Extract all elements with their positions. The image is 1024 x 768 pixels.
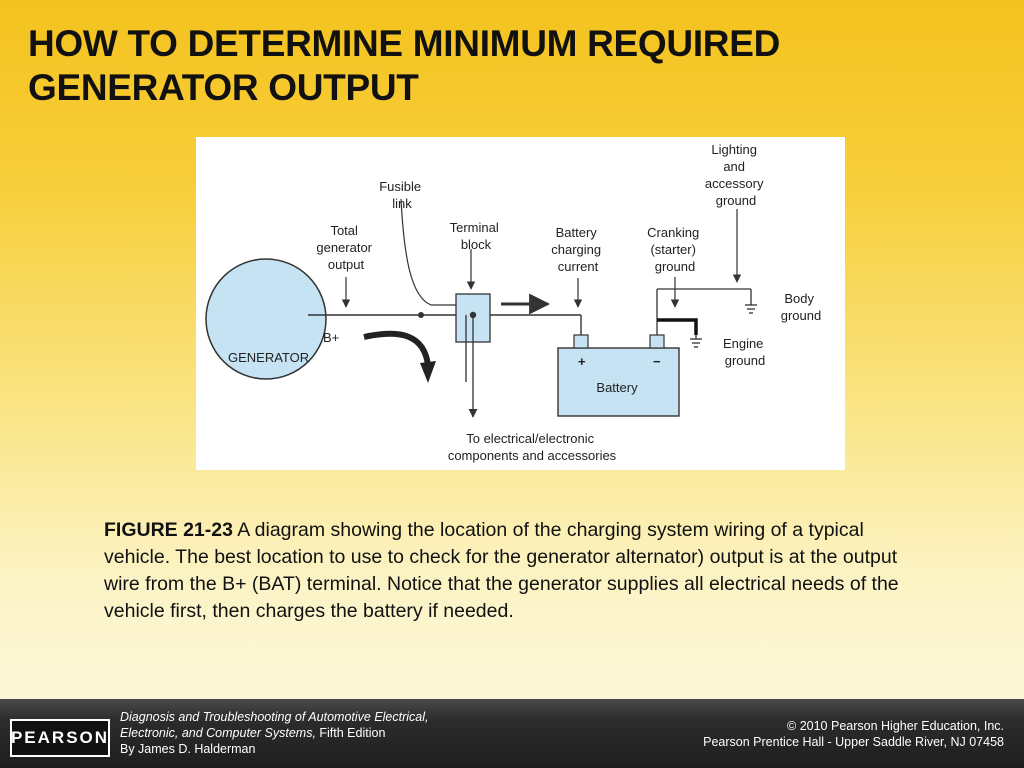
lighting-ground-line-3: accessory — [704, 176, 764, 191]
junction-dot-1 — [418, 312, 424, 318]
charging-current-line-1: Battery — [555, 225, 597, 240]
diagram-svg — [196, 137, 845, 470]
charging-current-label — [551, 225, 605, 274]
book-title-line-2: Electronic, and Computer Systems, — [120, 726, 316, 740]
engine-ground-label — [723, 336, 767, 368]
total-output-label — [316, 223, 375, 272]
total-output-line-2: generator — [316, 240, 373, 255]
lighting-ground-line-2: and — [723, 159, 746, 174]
book-author: By James D. Halderman — [120, 742, 256, 756]
body-ground-label — [781, 291, 821, 323]
slide-title-line-1: HOW TO DETERMINE MINIMUM REQUIRED — [28, 23, 781, 64]
caption-text: A diagram showing the location of the charging system wiring of a typical vehicle. The best location to use to check for the generator alternator) output is at the output wire from the B+ (BAT) terminal. Notice that the generator supplies all electrical needs of the vehicle first, then charges the battery if needed. — [104, 519, 899, 622]
fusible-link-line-2: link — [392, 196, 412, 211]
publisher-line: Pearson Prentice Hall - Upper Saddle River, NJ 07458 — [703, 735, 1004, 749]
generator-bplus-label: B+ — [323, 330, 340, 345]
cranking-ground-line-2: (starter) — [650, 242, 696, 257]
slide-title — [28, 22, 988, 110]
figure-caption — [104, 517, 934, 625]
engine-ground-line-2: ground — [724, 353, 766, 368]
lighting-ground-line-4: ground — [715, 193, 757, 208]
fusible-link-line-1: Fusible — [379, 179, 422, 194]
components-line-2: components and accessories — [447, 448, 617, 463]
battery-minus-sign: − — [653, 354, 661, 369]
book-title-line-1: Diagnosis and Troubleshooting of Automotive Electrical, — [120, 710, 429, 724]
battery-positive-terminal — [574, 335, 588, 348]
charging-system-diagram — [196, 137, 845, 470]
slide-title-line-2: GENERATOR OUTPUT — [28, 67, 419, 108]
generator-flow-arrowhead — [420, 361, 436, 383]
charging-current-line-3: current — [557, 259, 599, 274]
generator-flow-arrow — [364, 334, 428, 365]
copyright-line: © 2010 Pearson Higher Education, Inc. — [787, 719, 1004, 733]
pearson-logo-text: PEARSON — [12, 721, 108, 755]
lighting-ground-line-1: Lighting — [711, 142, 757, 157]
body-ground-line-1: Body — [784, 291, 815, 306]
book-edition: Fifth Edition — [315, 726, 386, 740]
total-output-line-1: Total — [330, 223, 358, 238]
total-output-line-3: output — [327, 257, 365, 272]
cranking-ground-label — [647, 225, 703, 274]
generator-label: GENERATOR — [228, 350, 310, 365]
fusible-link-label — [379, 179, 425, 211]
terminal-block-line-2: block — [460, 237, 492, 252]
battery-plus-sign: + — [578, 354, 586, 369]
engine-ground-cable — [657, 320, 696, 335]
lighting-ground-label — [705, 142, 767, 208]
fusible-link-wire — [401, 199, 458, 315]
figure-number: FIGURE 21-23 — [104, 519, 233, 541]
battery-label: Battery — [596, 380, 638, 395]
pearson-logo — [10, 719, 110, 757]
cranking-ground-line-1: Cranking — [647, 225, 700, 240]
copyright-block — [703, 718, 1004, 750]
footer-bar — [0, 699, 1024, 768]
components-line-1: To electrical/electronic — [466, 431, 595, 446]
components-label — [448, 431, 617, 463]
terminal-block-label — [450, 220, 503, 252]
terminal-block-line-1: Terminal — [449, 220, 499, 235]
book-info — [120, 709, 540, 757]
charging-current-line-2: charging — [551, 242, 602, 257]
battery-negative-terminal — [650, 335, 664, 348]
cranking-ground-line-3: ground — [654, 259, 696, 274]
body-ground-line-2: ground — [780, 308, 822, 323]
engine-ground-line-1: Engine — [722, 336, 764, 351]
